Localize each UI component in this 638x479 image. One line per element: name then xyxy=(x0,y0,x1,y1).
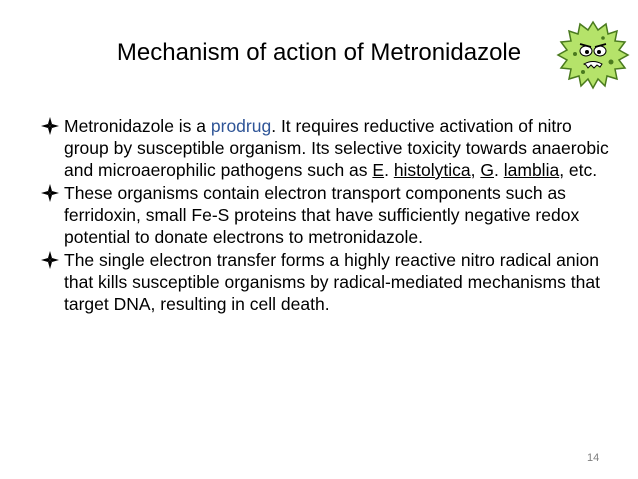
bullet-item xyxy=(40,115,620,181)
prodrug-highlight: prodrug xyxy=(210,116,272,136)
organism1-genus: E xyxy=(372,160,385,180)
bullet1-text xyxy=(64,116,609,180)
slide-title: Mechanism of action of Metronidazole xyxy=(116,39,522,66)
bullet1-part3: , etc. xyxy=(559,160,598,180)
bullet1-sep1: . xyxy=(384,160,394,180)
organism2-genus: G xyxy=(480,160,495,180)
diamond-bullet-icon xyxy=(40,116,60,136)
bullet-item xyxy=(40,182,620,248)
organism1-species: histolytica xyxy=(393,160,471,180)
bullet3-text: The single electron transfer forms a highly reactive nitro radical anion that kills susceptible organisms by radical-mediated mechanisms that target DNA, resulting in cell death. xyxy=(64,250,600,314)
bullet1-sep2: , xyxy=(470,160,481,180)
bullet2-text: These organisms contain electron transport components such as ferridoxin, small Fe-S proteins that have sufficiently negative redox potential to donate electrons to metronidazole. xyxy=(64,183,580,247)
bullet-list xyxy=(40,115,620,316)
page-number: 14 xyxy=(587,452,600,464)
germ-mascot-icon xyxy=(553,14,633,94)
diamond-bullet-icon xyxy=(40,183,60,203)
bullet-item xyxy=(40,249,620,315)
diamond-bullet-icon xyxy=(40,250,60,270)
bullet1-sep3: . xyxy=(494,160,504,180)
bullet1-part1: Metronidazole is a xyxy=(64,116,211,136)
bullet1-part2: . It requires reductive activation of nitro group by susceptible organism. Its selective toxicity towards anaerobic and microaerophilic pathogens such as xyxy=(64,116,609,180)
organism2-species: lamblia xyxy=(503,160,560,180)
